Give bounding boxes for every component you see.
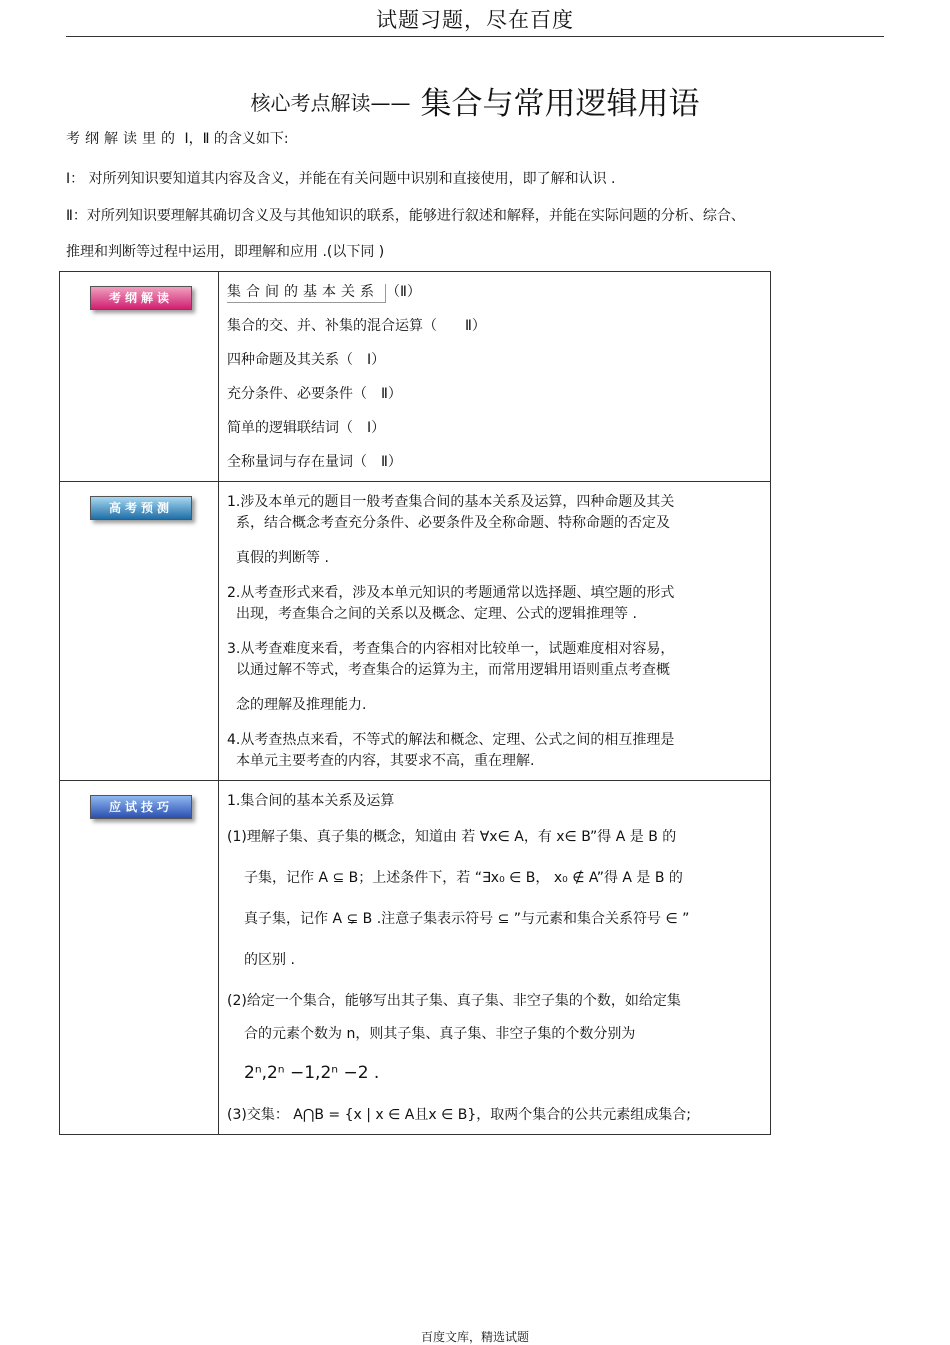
section-row-syllabus xyxy=(60,272,771,482)
section-content-cell xyxy=(219,781,771,1135)
section-label-cell xyxy=(60,272,219,482)
syllabus-list xyxy=(219,272,770,481)
syllabus-item: 四种命题及其关系（ Ⅰ） xyxy=(227,352,386,368)
section-label-cell xyxy=(60,781,219,1135)
tips-badge: 应试技巧 xyxy=(90,795,192,819)
tips-para-cont: 合的元素个数为 n，则其子集、真子集、非空子集的个数分别为 xyxy=(244,1026,636,1042)
main-title xyxy=(0,78,950,123)
intro-level-1: Ⅰ： 对所列知识要知道其内容及含义，并能在有关问题中识别和直接使用，即了解和认识 . xyxy=(66,171,616,187)
syllabus-item: 充分条件、必要条件（ Ⅱ） xyxy=(227,386,402,402)
syllabus-item: 简单的逻辑联结词（ Ⅰ） xyxy=(227,420,386,436)
section-row-prediction xyxy=(60,482,771,781)
main-title-text: 集合与常用逻辑用语 xyxy=(420,86,700,122)
prediction-para: 2.从考查形式来看，涉及本单元知识的考题通常以选择题、填空题的形式 出现，考查集合之间的关系以及概念、定理、公式的逻辑推理等 . xyxy=(227,585,675,622)
tips-para: (3)交集： A⋂B = {x | x ∈ A且x ∈ B}，取两个集合的公共元素组成集合; xyxy=(227,1106,691,1123)
prediction-text xyxy=(219,482,770,780)
prediction-para: 1.涉及本单元的题目一般考查集合间的基本关系及运算，四种命题及其关 系，结合概念考查充分条件、必要条件及全称命题、特称命题的否定及 xyxy=(227,494,675,531)
intro-lead xyxy=(66,128,289,148)
syllabus-item: 集合间的基本关系 （Ⅱ） xyxy=(227,282,770,303)
prediction-para-cont: 念的理解及推理能力. xyxy=(236,697,367,713)
tips-heading: 1.集合间的基本关系及运算 xyxy=(227,793,395,809)
tips-para: (1)理解子集、真子集的概念，知道由 若 ∀x∈ A，有 x∈ B”得 A 是 B 的 xyxy=(227,829,677,845)
tips-para: (2)给定一个集合，能够写出其子集、真子集、非空子集的个数，如给定集 xyxy=(227,993,681,1009)
content-table xyxy=(59,271,771,1135)
intro-level-2: Ⅱ：对所列知识要理解其确切含义及与其他知识的联系，能够进行叙述和解释，并能在实际问题的分析、综合、 xyxy=(66,208,745,224)
section-content-cell xyxy=(219,482,771,781)
section-content-cell xyxy=(219,272,771,482)
page-header-title: 试题习题，尽在百度 xyxy=(376,8,574,32)
syllabus-item: 全称量词与存在量词（ Ⅱ） xyxy=(227,454,402,470)
prediction-para-cont: 真假的判断等 . xyxy=(236,550,329,566)
tips-formula: 2ⁿ,2ⁿ −1,2ⁿ −2 . xyxy=(244,1063,380,1083)
syllabus-badge: 考纲解读 xyxy=(90,286,192,310)
page-footer: 百度文库，精选试题 xyxy=(420,1330,529,1344)
syllabus-item: 集合的交、并、补集的混合运算（ Ⅱ） xyxy=(227,318,486,334)
section-row-tips xyxy=(60,781,771,1135)
header-divider xyxy=(66,36,884,37)
main-title-prefix: 核心考点解读—— xyxy=(250,91,411,115)
tips-para-cont: 真子集，记作 A ⊊ B .注意子集表示符号 ⊆ ”与元素和集合关系符号 ∈ ” xyxy=(244,911,690,927)
intro-level-2-cont: 推理和判断等过程中运用，即理解和应用 .(以下同 ) xyxy=(66,244,385,260)
prediction-para: 4.从考查热点来看，不等式的解法和概念、定理、公式之间的相互推理是 本单元主要考查的内容，其要求不高，重在理解. xyxy=(227,732,675,769)
prediction-para: 3.从考查难度来看，考查集合的内容相对比较单一，试题难度相对容易， 以通过解不等式，考查集合的运算为主，而常用逻辑用语则重点考查概 xyxy=(227,641,675,678)
intro-lead-spaced: 考纲解读里的 xyxy=(66,131,180,147)
prediction-badge: 高考预测 xyxy=(90,496,192,520)
tips-para-cont: 的区别 . xyxy=(244,952,295,968)
tips-para-cont: 子集，记作 A ⊆ B；上述条件下，若 “∃x₀ ∈ B， x₀ ∉ A”得 A 是 B 的 xyxy=(244,870,683,886)
tips-text xyxy=(219,781,770,1134)
section-label-cell xyxy=(60,482,219,781)
intro-lead-rest: Ⅰ，Ⅱ 的含义如下: xyxy=(184,131,289,147)
